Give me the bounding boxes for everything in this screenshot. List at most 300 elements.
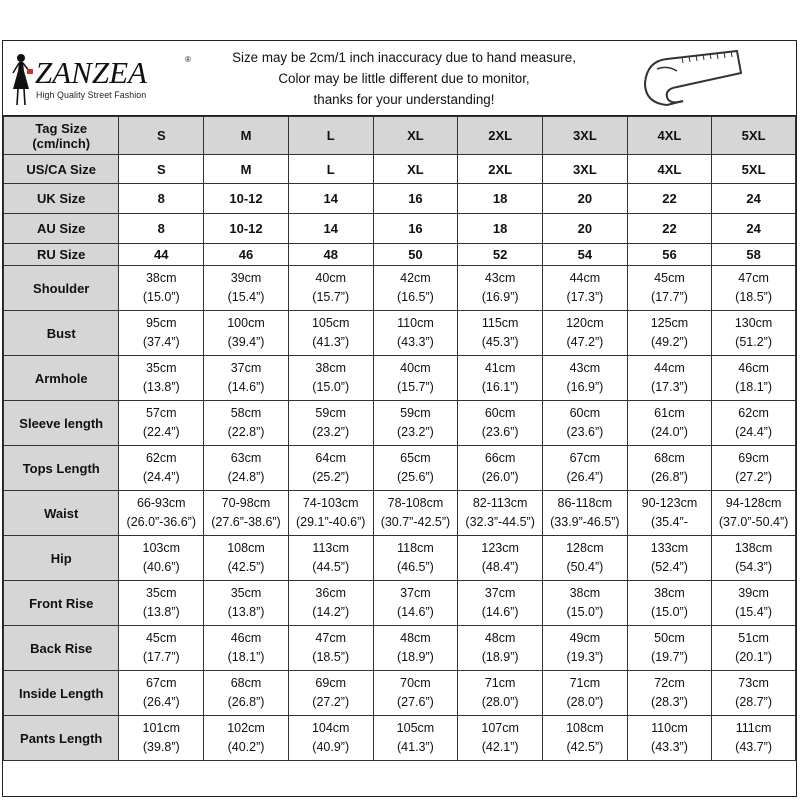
inch-value: (24.8”): [227, 470, 265, 484]
measure-cell: [204, 401, 289, 446]
cm-value: 35cm: [230, 586, 262, 600]
inch-value: (19.7”): [651, 650, 688, 664]
cm-value: 43cm: [484, 271, 516, 285]
size-row: [4, 184, 796, 214]
measure-cell: [288, 266, 373, 311]
measure-cell: [712, 356, 796, 401]
measure-cell: [119, 446, 204, 491]
inch-value: (27.6”): [397, 695, 434, 709]
measure-cell: [373, 581, 458, 626]
inch-value: (35.4”-: [651, 515, 688, 529]
cm-value: 115cm: [481, 316, 519, 330]
measure-cell: [288, 491, 373, 536]
measure-cell: [543, 401, 628, 446]
inch-value: (15.0”): [312, 380, 350, 394]
measure-cell: [458, 356, 543, 401]
registered-mark: ®: [185, 55, 191, 64]
cm-value: 66cm: [484, 451, 516, 465]
measure-cell: [543, 311, 628, 356]
size-cell: 54: [543, 244, 628, 266]
inch-value: (16.1”): [481, 380, 519, 394]
measure-cell: [627, 401, 711, 446]
inch-value: (49.2”): [651, 335, 688, 349]
size-cell: S: [119, 117, 204, 155]
cm-value: 86-118cm: [557, 496, 613, 510]
row-header: Inside Length: [4, 671, 119, 716]
inch-value: (28.7”): [735, 695, 772, 709]
inch-value: (13.8”): [142, 380, 180, 394]
inch-value: (17.7”): [142, 650, 180, 664]
notice-line: Size may be 2cm/1 inch inaccuracy due to hand measure,: [232, 50, 576, 65]
cm-value: 40cm: [315, 271, 346, 285]
cm-value: 100cm: [227, 316, 265, 330]
measure-cell: [543, 266, 628, 311]
cm-value: 40cm: [400, 361, 431, 375]
inch-value: (26.8”): [227, 695, 265, 709]
row-header: Hip: [4, 536, 119, 581]
size-cell: 22: [627, 184, 711, 214]
row-header: Armhole: [4, 356, 119, 401]
inch-value: (32.3”-44.5”): [465, 515, 535, 529]
inch-value: (17.3”): [566, 290, 604, 304]
inch-value: (43.3”): [651, 740, 688, 754]
cm-value: 101cm: [142, 721, 181, 735]
measure-cell: [543, 716, 628, 761]
size-cell: 3XL: [543, 155, 628, 184]
inch-value: (20.1”): [735, 650, 772, 664]
measure-row: [4, 716, 796, 761]
cm-value: 63cm: [230, 451, 262, 465]
cm-value: 68cm: [654, 451, 685, 465]
inch-value: (40.6”): [142, 560, 180, 574]
cm-value: 90-123cm: [641, 496, 698, 510]
size-cell: 4XL: [627, 117, 711, 155]
inch-value: (24.4”): [142, 470, 180, 484]
cm-value: 43cm: [569, 361, 601, 375]
cm-value: 67cm: [145, 676, 177, 690]
cm-value: 111cm: [735, 721, 772, 735]
inch-value: (15.0”): [142, 290, 180, 304]
inch-value: (18.1”): [227, 650, 265, 664]
row-header-label: RU Size: [37, 247, 86, 262]
inch-value: (23.2”): [397, 425, 434, 439]
cm-value: 47cm: [315, 631, 346, 645]
measure-cell: [458, 716, 543, 761]
cm-value: 48cm: [400, 631, 431, 645]
size-cell: M: [204, 155, 289, 184]
cm-value: 72cm: [654, 676, 685, 690]
cm-value: 41cm: [484, 361, 516, 375]
measure-cell: [458, 581, 543, 626]
size-table: [3, 116, 796, 761]
size-cell: 2XL: [458, 117, 543, 155]
measure-cell: [373, 716, 458, 761]
inch-value: (13.8”): [142, 605, 180, 619]
size-cell: 24: [712, 214, 796, 244]
measure-cell: [288, 356, 373, 401]
cm-value: 38cm: [654, 586, 685, 600]
size-chart: [2, 40, 797, 797]
row-header: Back Rise: [4, 626, 119, 671]
size-row: [4, 155, 796, 184]
measure-cell: [627, 536, 711, 581]
size-cell: M: [204, 117, 289, 155]
measure-cell: [712, 716, 796, 761]
measure-cell: [627, 446, 711, 491]
inch-value: (22.4”): [142, 425, 180, 439]
cm-value: 68cm: [230, 676, 262, 690]
cm-value: 38cm: [145, 271, 177, 285]
measure-cell: [458, 266, 543, 311]
measure-row: [4, 401, 796, 446]
measure-cell: [543, 536, 628, 581]
fashion-figure-icon: [7, 49, 35, 109]
cm-value: 51cm: [738, 631, 769, 645]
size-cell: L: [288, 155, 373, 184]
measure-cell: [458, 491, 543, 536]
measure-cell: [373, 266, 458, 311]
inch-value: (46.5”): [397, 560, 434, 574]
cm-value: 123cm: [481, 541, 519, 555]
measure-cell: [204, 671, 289, 716]
measure-cell: [543, 446, 628, 491]
cm-value: 95cm: [145, 316, 177, 330]
size-cell: 16: [373, 214, 458, 244]
measure-cell: [119, 491, 204, 536]
cm-value: 71cm: [484, 676, 516, 690]
inch-value: (25.6”): [397, 470, 434, 484]
inch-value: (15.4”): [735, 605, 772, 619]
inch-value: (42.5”): [227, 560, 265, 574]
measure-cell: [288, 581, 373, 626]
cm-value: 74-103cm: [302, 496, 359, 510]
measure-cell: [627, 491, 711, 536]
measure-cell: [712, 446, 796, 491]
measure-row: [4, 536, 796, 581]
cm-value: 133cm: [650, 541, 689, 555]
cm-value: 120cm: [566, 316, 604, 330]
row-header-label: UK Size: [37, 191, 86, 206]
row-header: Pants Length: [4, 716, 119, 761]
measure-cell: [543, 671, 628, 716]
size-cell: 16: [373, 184, 458, 214]
inch-value: (22.8”): [227, 425, 265, 439]
measure-cell: [627, 626, 711, 671]
measure-cell: [458, 626, 543, 671]
cm-value: 46cm: [738, 361, 769, 375]
inch-value: (16.9”): [481, 290, 519, 304]
inch-value: (43.7”): [735, 740, 772, 754]
cm-value: 82-113cm: [472, 496, 528, 510]
measure-cell: [204, 491, 289, 536]
row-header-label: Tag Size: [35, 120, 88, 136]
size-cell: 20: [543, 214, 628, 244]
measure-cell: [288, 311, 373, 356]
size-cell: 10-12: [204, 184, 289, 214]
inch-value: (26.4”): [142, 695, 180, 709]
size-cell: XL: [373, 155, 458, 184]
measure-row: [4, 581, 796, 626]
cm-value: 62cm: [738, 406, 769, 420]
measure-cell: [543, 491, 628, 536]
measure-cell: [204, 446, 289, 491]
size-cell: 14: [288, 184, 373, 214]
size-cell: 52: [458, 244, 543, 266]
measure-cell: [119, 356, 204, 401]
measure-cell: [288, 401, 373, 446]
cm-value: 62cm: [145, 451, 177, 465]
row-header: Bust: [4, 311, 119, 356]
size-cell: 2XL: [458, 155, 543, 184]
measure-row: [4, 266, 796, 311]
row-header: Tops Length: [4, 446, 119, 491]
cm-value: 37cm: [400, 586, 431, 600]
cm-value: 44cm: [654, 361, 685, 375]
size-cell: 8: [119, 184, 204, 214]
cm-value: 42cm: [400, 271, 431, 285]
size-cell: 44: [119, 244, 204, 266]
cm-value: 60cm: [484, 406, 516, 420]
size-cell: 56: [627, 244, 711, 266]
inch-value: (26.8”): [651, 470, 688, 484]
size-cell: 48: [288, 244, 373, 266]
cm-value: 61cm: [654, 406, 685, 420]
measure-row: [4, 446, 796, 491]
measure-cell: [204, 536, 289, 581]
inch-value: (16.5”): [397, 290, 434, 304]
size-row: [4, 214, 796, 244]
measure-cell: [373, 536, 458, 581]
brand-tagline: High Quality Street Fashion: [36, 90, 147, 100]
measure-cell: [712, 401, 796, 446]
cm-value: 58cm: [230, 406, 262, 420]
measure-row: [4, 626, 796, 671]
cm-value: 39cm: [230, 271, 262, 285]
measure-cell: [119, 401, 204, 446]
inch-value: (26.0”): [481, 470, 519, 484]
row-header: [4, 117, 119, 155]
cm-value: 67cm: [569, 451, 601, 465]
measure-cell: [458, 536, 543, 581]
inch-value: (43.3”): [397, 335, 434, 349]
measure-cell: [543, 581, 628, 626]
row-header: [4, 214, 119, 244]
measure-cell: [458, 311, 543, 356]
row-header: Shoulder: [4, 266, 119, 311]
row-header-label: US/CA Size: [26, 161, 96, 177]
size-cell: 14: [288, 214, 373, 244]
size-cell: 22: [627, 214, 711, 244]
row-header: [4, 155, 119, 184]
inch-value: (44.5”): [312, 560, 350, 574]
measure-cell: [119, 536, 204, 581]
cm-value: 36cm: [315, 586, 346, 600]
measure-cell: [712, 491, 796, 536]
row-header: [4, 184, 119, 214]
measure-cell: [119, 671, 204, 716]
cm-value: 105cm: [396, 721, 435, 735]
measure-cell: [373, 626, 458, 671]
cm-value: 60cm: [569, 406, 601, 420]
row-header: Sleeve length: [4, 401, 119, 446]
cm-value: 138cm: [734, 541, 773, 555]
cm-value: 46cm: [230, 631, 262, 645]
inch-value: (18.1”): [735, 380, 772, 394]
cm-value: 44cm: [569, 271, 601, 285]
measure-cell: [288, 536, 373, 581]
measure-cell: [712, 626, 796, 671]
cm-value: 59cm: [315, 406, 346, 420]
measure-cell: [712, 671, 796, 716]
measure-cell: [204, 626, 289, 671]
inch-value: (18.5”): [312, 650, 350, 664]
inch-value: (39.4”): [227, 335, 265, 349]
inch-value: (16.9”): [566, 380, 604, 394]
inch-value: (28.3”): [651, 695, 688, 709]
inch-value: (24.0”): [651, 425, 688, 439]
inch-value: (26.0”-36.6”): [126, 515, 197, 529]
cm-value: 118cm: [397, 541, 434, 555]
cm-value: 57cm: [145, 406, 177, 420]
inch-value: (14.6”): [481, 605, 519, 619]
cm-value: 35cm: [145, 586, 177, 600]
inch-value: (27.2”): [735, 470, 772, 484]
cm-value: 39cm: [738, 586, 769, 600]
measure-cell: [373, 356, 458, 401]
inch-value: (42.1”): [481, 740, 519, 754]
inch-value: (51.2”): [735, 335, 772, 349]
inch-value: (39.8”): [142, 740, 180, 754]
cm-value: 103cm: [142, 541, 181, 555]
size-cell: 18: [458, 214, 543, 244]
inch-value: (17.7”): [651, 290, 688, 304]
measure-cell: [288, 446, 373, 491]
row-header: [4, 244, 119, 266]
inch-value: (15.0”): [651, 605, 688, 619]
inch-value: (48.4”): [481, 560, 519, 574]
size-cell: 3XL: [543, 117, 628, 155]
cm-value: 69cm: [738, 451, 769, 465]
cm-value: 66-93cm: [136, 496, 186, 510]
size-cell: 20: [543, 184, 628, 214]
cm-value: 35cm: [145, 361, 177, 375]
cm-value: 102cm: [227, 721, 265, 735]
cm-value: 110cm: [651, 721, 688, 735]
inch-value: (30.7”-42.5”): [380, 515, 451, 529]
cm-value: 47cm: [738, 271, 769, 285]
inch-value: (15.4”): [227, 290, 265, 304]
measure-cell: [627, 266, 711, 311]
inch-value: (18.5”): [735, 290, 772, 304]
size-cell: S: [119, 155, 204, 184]
inch-value: (14.6”): [397, 605, 434, 619]
inch-value: (26.4”): [566, 470, 604, 484]
row-header: Waist: [4, 491, 119, 536]
size-cell: 5XL: [712, 117, 796, 155]
cm-value: 50cm: [654, 631, 685, 645]
cm-value: 108cm: [227, 541, 265, 555]
inch-value: (15.7”): [312, 290, 350, 304]
inch-value: (45.3”): [481, 335, 519, 349]
measure-cell: [204, 716, 289, 761]
row-header-label: (cm/inch): [32, 135, 91, 151]
measure-cell: [712, 266, 796, 311]
measure-cell: [458, 401, 543, 446]
size-row: [4, 117, 796, 155]
inch-value: (18.9”): [397, 650, 434, 664]
cm-value: 104cm: [311, 721, 350, 735]
inch-value: (40.2”): [227, 740, 265, 754]
measurement-notice: [199, 47, 609, 110]
cm-value: 71cm: [569, 676, 601, 690]
cm-value: 38cm: [315, 361, 346, 375]
chart-header: [3, 41, 796, 116]
inch-value: (29.1”-40.6”): [295, 515, 366, 529]
inch-value: (23.6”): [566, 425, 604, 439]
cm-value: 69cm: [315, 676, 346, 690]
size-cell: 24: [712, 184, 796, 214]
inch-value: (18.9”): [481, 650, 519, 664]
measure-row: [4, 491, 796, 536]
measure-cell: [373, 446, 458, 491]
cm-value: 48cm: [484, 631, 516, 645]
inch-value: (23.6”): [481, 425, 519, 439]
cm-value: 38cm: [569, 586, 601, 600]
measuring-tape-icon: [637, 43, 747, 113]
cm-value: 105cm: [311, 316, 350, 330]
cm-value: 70cm: [400, 676, 431, 690]
cm-value: 94-128cm: [725, 496, 782, 510]
cm-value: 108cm: [566, 721, 604, 735]
inch-value: (25.2”): [312, 470, 350, 484]
inch-value: (54.3”): [735, 560, 772, 574]
size-cell: 46: [204, 244, 289, 266]
row-header-label: AU Size: [37, 221, 86, 236]
cm-value: 59cm: [400, 406, 431, 420]
measure-cell: [373, 311, 458, 356]
measure-cell: [627, 311, 711, 356]
measure-cell: [458, 671, 543, 716]
inch-value: (37.4”): [142, 335, 180, 349]
notice-line: Color may be little different due to monitor,: [278, 71, 530, 86]
inch-value: (28.0”): [481, 695, 519, 709]
measure-row: [4, 671, 796, 716]
inch-value: (19.3”): [566, 650, 604, 664]
inch-value: (15.0”): [566, 605, 604, 619]
measure-cell: [288, 626, 373, 671]
cm-value: 64cm: [315, 451, 346, 465]
inch-value: (13.8”): [227, 605, 265, 619]
size-cell: 5XL: [712, 155, 796, 184]
cm-value: 113cm: [312, 541, 350, 555]
size-cell: 18: [458, 184, 543, 214]
measure-cell: [712, 311, 796, 356]
measure-cell: [627, 671, 711, 716]
inch-value: (42.5”): [566, 740, 604, 754]
inch-value: (15.7”): [397, 380, 434, 394]
inch-value: (23.2”): [312, 425, 350, 439]
measure-cell: [288, 671, 373, 716]
measure-row: [4, 356, 796, 401]
size-cell: 58: [712, 244, 796, 266]
cm-value: 65cm: [400, 451, 431, 465]
measure-cell: [627, 581, 711, 626]
brand-name: ZANZEA: [35, 55, 147, 90]
measure-cell: [288, 716, 373, 761]
inch-value: (37.0”-50.4”): [718, 515, 789, 529]
measure-cell: [204, 356, 289, 401]
inch-value: (40.9”): [312, 740, 350, 754]
